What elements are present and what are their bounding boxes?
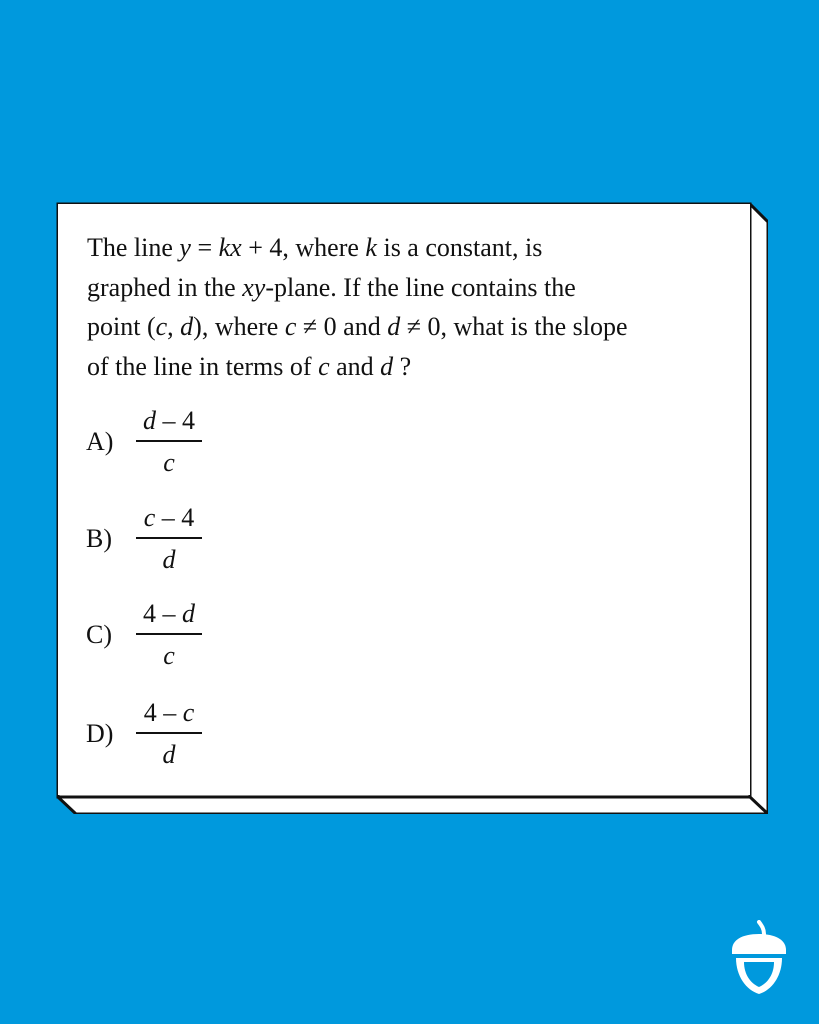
- fraction-bar: [136, 537, 202, 539]
- q-text: and: [329, 351, 381, 381]
- fraction-bar: [136, 633, 202, 635]
- q-text: of the line in terms of: [87, 351, 319, 381]
- choice-a[interactable]: [86, 404, 286, 484]
- q-var: xy: [242, 272, 266, 302]
- num-part: 4 –: [143, 698, 183, 727]
- numerator: [136, 696, 202, 730]
- numerator: [136, 501, 202, 535]
- choice-letter: D): [86, 719, 114, 748]
- q-var: d: [380, 351, 394, 381]
- denominator: c: [163, 641, 175, 670]
- q-var: d: [387, 312, 401, 341]
- choice-letter: A): [86, 427, 114, 456]
- q-text: ), where: [193, 312, 285, 341]
- choice-c[interactable]: [86, 597, 286, 677]
- num-part: d: [182, 599, 195, 628]
- q-text: ≠ 0, what is the slope: [400, 312, 628, 341]
- num-part: c: [182, 698, 195, 727]
- choice-letter: C): [86, 620, 112, 649]
- choice-b[interactable]: [86, 501, 286, 581]
- denominator: d: [162, 545, 176, 574]
- acorn-logo-icon: [728, 920, 790, 996]
- q-text: ≠ 0 and: [296, 312, 388, 341]
- num-part: c: [143, 503, 156, 532]
- q-var: kx: [218, 233, 242, 262]
- fraction: [136, 501, 202, 577]
- choice-d[interactable]: [86, 696, 286, 776]
- card-face: [58, 204, 750, 795]
- q-text: The line: [87, 233, 180, 262]
- q-var: y: [179, 233, 191, 262]
- num-part: – 4: [155, 503, 195, 532]
- num-part: 4 –: [143, 599, 182, 628]
- fraction: [136, 597, 202, 673]
- fraction-bar: [136, 440, 202, 442]
- fraction-bar: [136, 732, 202, 734]
- denominator: c: [163, 448, 175, 477]
- q-var: c: [284, 312, 297, 341]
- question-text: [87, 228, 737, 386]
- q-text: ?: [393, 351, 412, 381]
- q-text: =: [190, 233, 219, 262]
- q-text: graphed in the: [87, 272, 243, 302]
- q-text: -plane. If the line contains the: [265, 272, 576, 302]
- q-text: + 4, where: [241, 233, 366, 262]
- q-text: point (: [87, 312, 156, 341]
- num-part: d: [143, 406, 156, 435]
- q-text: ,: [167, 312, 181, 341]
- fraction: [136, 696, 202, 772]
- denominator: d: [162, 740, 176, 769]
- q-text: is a constant, is: [376, 233, 543, 262]
- q-var: c: [318, 351, 330, 381]
- q-var: c: [155, 312, 168, 341]
- q-var: d: [180, 312, 194, 341]
- num-part: – 4: [156, 406, 195, 435]
- numerator: [136, 597, 202, 631]
- fraction: [136, 404, 202, 480]
- q-var: k: [365, 233, 377, 262]
- choice-letter: B): [86, 524, 112, 553]
- numerator: [136, 404, 202, 438]
- question-card: [56, 202, 768, 814]
